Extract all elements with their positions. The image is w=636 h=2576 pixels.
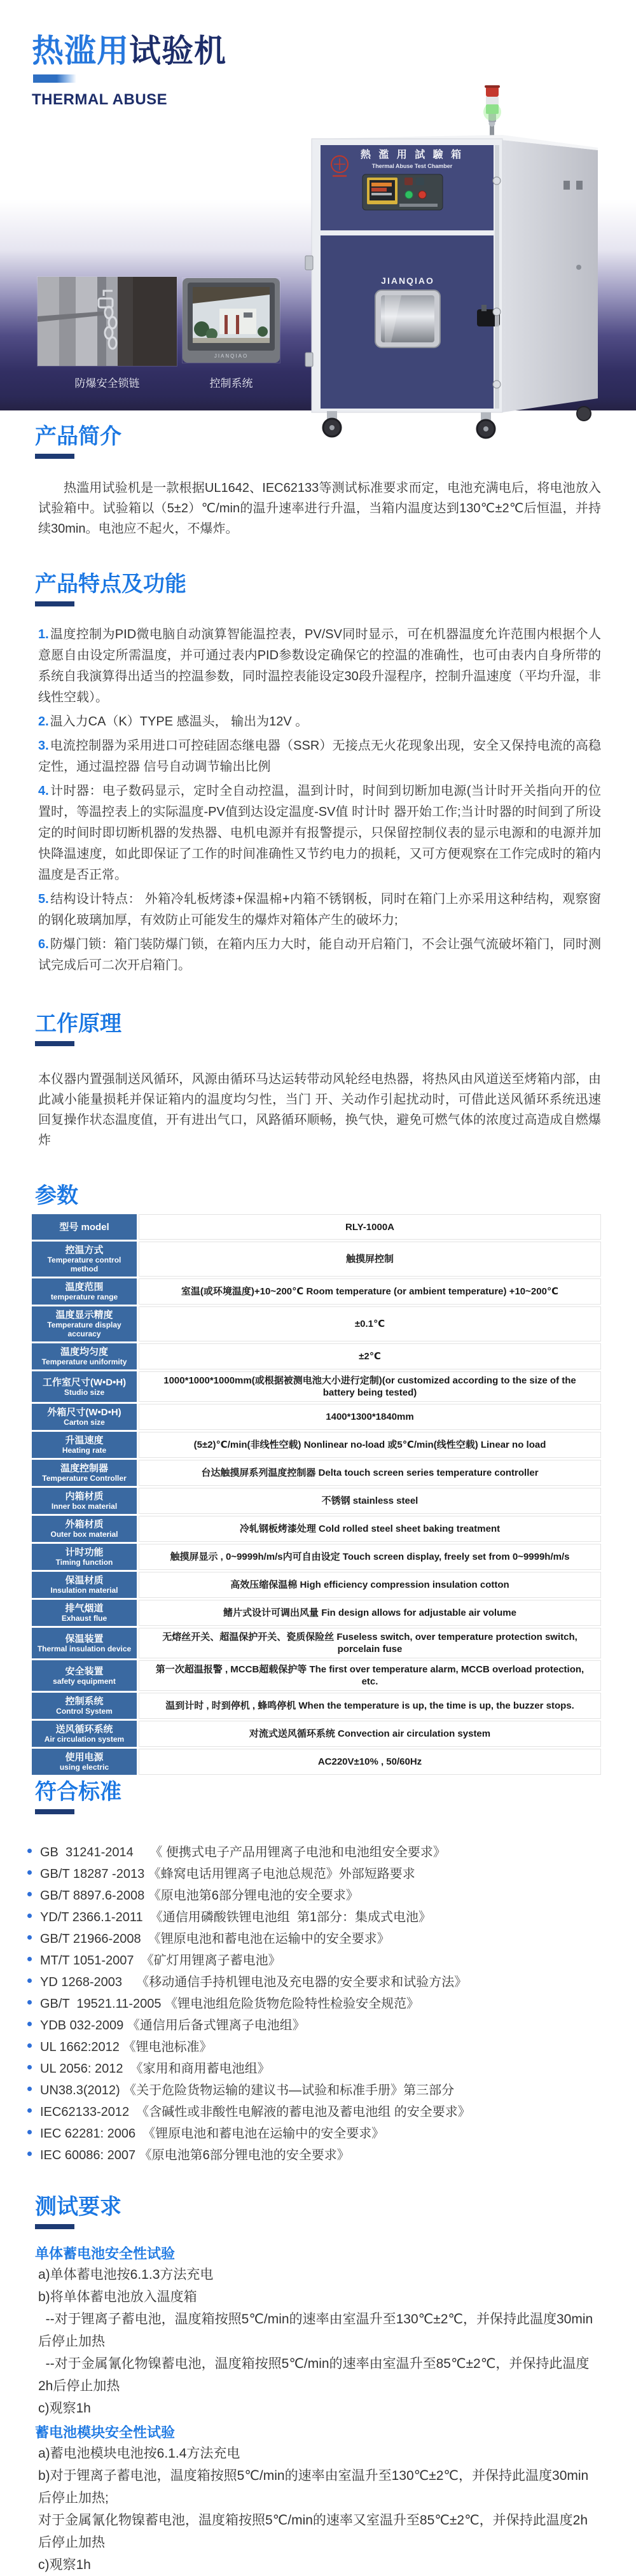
params-label-cn: 计时功能	[65, 1547, 104, 1558]
section-params	[35, 1184, 601, 1775]
params-row-value: ±0.1℃	[139, 1306, 601, 1341]
standard-text: YD/T 2366.1-2011 《通信用磷酸铁锂电池组 第1部分：集成式电池》	[40, 1910, 431, 1924]
params-row-value: 触摸屏控制	[139, 1242, 601, 1277]
viewing-window	[375, 290, 440, 347]
intro-title: 产品简介	[35, 424, 121, 449]
params-label-cn: 温度控制器	[60, 1463, 108, 1474]
feature-item	[38, 624, 601, 708]
feature-item	[38, 736, 601, 778]
params-label-cn: 升温速度	[65, 1435, 104, 1446]
params-row-value: 第一次超温报警 , MCCB超载保护等 The first over temperature alarm, MCCB overload protection, etc.	[139, 1660, 601, 1691]
inset-photo-safety-chain	[38, 277, 177, 366]
params-label-cn: 保温材质	[65, 1575, 104, 1586]
standard-item	[27, 2099, 601, 2121]
params-label-en: safety equipment	[53, 1676, 116, 1686]
params-table-row	[32, 1600, 601, 1626]
standards-title: 符合标准	[35, 1780, 121, 1804]
test-line: b)对于锂离子蓄电池，温度箱按照5℃/min的速率由室温升至130℃±2℃，并保持此温度30min后停止加热;	[38, 2468, 589, 2505]
test-line: b)将单体蓄电池放入温度箱	[38, 2290, 197, 2304]
params-table-row	[32, 1278, 601, 1305]
params-row-label	[32, 1242, 137, 1277]
standard-text: IEC 60086: 2007 《原电池第6部分锂电池的安全要求》	[40, 2148, 350, 2162]
control-panel	[363, 174, 443, 210]
test-group1-heading: 单体蓄电池安全性试验	[35, 2246, 176, 2262]
params-row-label	[32, 1306, 137, 1341]
inset-caption-safety-chain: 防爆安全锁链	[74, 377, 140, 389]
inset-caption-control-system: 控制系统	[209, 377, 253, 389]
params-row-label	[32, 1404, 137, 1430]
params-table-row	[32, 1371, 601, 1402]
principle-title: 工作原理	[35, 1012, 121, 1036]
standard-text: GB/T 19521.11-2005 《锂电池组危险货物危险特性检验安全规范》	[40, 1996, 420, 2011]
params-table-row	[32, 1693, 601, 1719]
params-row-value: 高效压缩保温棉 High efficiency compression insulation cotton	[139, 1572, 601, 1598]
params-label-cn: 温度范围	[65, 1282, 104, 1292]
params-row-value: 室温(或环境温度)+10~200℃ Room temperature (or ambient temperature) +10~200℃	[139, 1278, 601, 1305]
params-row-value: 温到计时 , 时到停机 , 蜂鸣停机 When the temperature is up, the time is up, the buzzer stops.	[139, 1693, 601, 1719]
params-row-label	[32, 1460, 137, 1486]
params-table-row	[32, 1516, 601, 1542]
params-table-row	[32, 1544, 601, 1570]
standard-item	[27, 1926, 601, 1948]
feature-text: 电流控制器为采用进口可控硅固态继电器（SSR）无接点无火花现象出现，安全又保持电流的高稳定性，通过温控器 信号自动调节输出比例	[38, 739, 601, 774]
standard-text: GB/T 18287 -2013 《蜂窝电话用锂离子电池总规范》外部短路要求	[40, 1866, 415, 1881]
bullet-dot-icon	[27, 2022, 32, 2026]
params-row-label	[32, 1214, 137, 1240]
bullet-dot-icon	[27, 2130, 32, 2134]
params-label-en: Control System	[56, 1707, 113, 1716]
principle-paragraph: 本仪器内置强制送风循环，风源由循环马达运转带动风轮经电热器，将热风由风道送至烤箱内部，由此减小能量损耗并保证箱内的温度均匀性，当门 开、关动作引起扰动时，可借此送风循环系统迅速回复操作状态温度值，开有进出气口，风路循环顺畅，换气快，避免可燃气体的浓度过高造成自燃爆炸	[38, 1072, 601, 1147]
standard-text: UL 2056: 2012 《家用和商用蓄电池组》	[40, 2061, 270, 2076]
bullet-dot-icon	[27, 2108, 32, 2113]
section-features	[35, 572, 601, 976]
params-label-en: Heating rate	[62, 1446, 107, 1455]
standard-item	[27, 2056, 601, 2078]
params-label-en: Temperature uniformity	[41, 1357, 127, 1366]
feature-item	[38, 889, 601, 931]
feature-text: 防爆门锁：箱门装防爆门锁，在箱内压力大时，能自动开启箱门，不会让强气流破坏箱门，同时测试完成后可二次开启箱门。	[38, 937, 601, 972]
params-title: 参数	[35, 1184, 78, 1208]
feature-item	[38, 711, 601, 732]
intro-paragraph: 热滥用试验机是一款根据UL1642、IEC62133等测试标准要求而定，电池充满电后，将电池放入试验箱中。试验箱以（5±2）℃/min的温升速率进行升温，当箱内温度达到130℃±2℃后恒温，并持续30min。电池应不起火，不爆炸。	[38, 481, 601, 536]
standards-list	[35, 1840, 601, 2164]
params-label-en: Inner box material	[51, 1502, 118, 1511]
params-table	[32, 1214, 601, 1775]
params-label-cn: 型号 model	[59, 1221, 109, 1233]
params-label-en: Temperature control method	[47, 1256, 121, 1273]
bullet-dot-icon	[27, 2043, 32, 2048]
feature-number: 4.	[38, 784, 49, 798]
features-title: 产品特点及功能	[35, 572, 186, 596]
params-row-value: (5±2)℃/min(非线性空载) Nonlinear no-load 或5℃/min(线性空载) Linear no load	[139, 1432, 601, 1458]
page-subtitle: THERMAL ABUSE	[32, 91, 168, 108]
params-table-row	[32, 1343, 601, 1369]
features-list	[35, 624, 601, 976]
params-row-value: 鳍片式设计可调出风量 Fin design allows for adjustable air volume	[139, 1600, 601, 1626]
params-label-cn: 外箱尺寸(W•D•H)	[47, 1407, 121, 1418]
params-row-value: 对流式送风循环系统 Convection air circulation system	[139, 1721, 601, 1747]
test-line: --对于金属氰化物镍蓄电池，温度箱按照5℃/min的速率由室温升至85℃±2℃，并保持此温度2h后停止加热	[38, 2356, 590, 2393]
standard-item	[27, 1861, 601, 1883]
bullet-dot-icon	[27, 1870, 32, 1875]
params-label-cn: 控制系统	[65, 1696, 104, 1707]
test-line: --对于锂离子蓄电池，温度箱按照5℃/min的速率由室温升至130℃±2℃，并保持此温度30min后停止加热	[38, 2312, 593, 2349]
standard-item	[27, 2078, 601, 2099]
standard-item	[27, 2143, 601, 2164]
params-label-en: temperature range	[50, 1292, 118, 1301]
params-row-label	[32, 1432, 137, 1458]
params-table-row	[32, 1432, 601, 1458]
machine-title-text: 熱 濫 用 試 驗 箱	[360, 150, 464, 160]
standard-item	[27, 2013, 601, 2034]
params-label-cn: 送风循环系统	[55, 1724, 113, 1735]
bullet-dot-icon	[27, 1935, 32, 1940]
section-test	[35, 2195, 601, 2576]
params-table-row	[32, 1628, 601, 1658]
standards-title-underline	[35, 1809, 74, 1814]
params-label-cn: 使用电源	[65, 1752, 104, 1763]
bullet-dot-icon	[27, 2152, 32, 2156]
feature-number: 5.	[38, 892, 49, 906]
params-label-en: Carton size	[64, 1418, 105, 1427]
door-brand-text: JIANQIAO	[381, 276, 434, 286]
features-title-underline	[35, 601, 74, 606]
bullet-dot-icon	[27, 1957, 32, 1961]
hero-banner	[0, 134, 636, 410]
params-row-label	[32, 1544, 137, 1570]
standard-text: GB/T 21966-2008 《锂原电池和蓄电池在运输中的安全要求》	[40, 1931, 390, 1946]
params-label-en: using electric	[59, 1763, 109, 1772]
params-label-cn: 保温装置	[65, 1633, 104, 1644]
signal-tower-icon	[483, 85, 501, 140]
params-table-row	[32, 1660, 601, 1691]
params-label-en: Timing function	[55, 1558, 113, 1567]
params-label-en: Outer box material	[50, 1530, 118, 1539]
params-row-value: AC220V±10% , 50/60Hz	[139, 1749, 601, 1775]
inset-photo-control-system	[183, 278, 280, 363]
params-row-label	[32, 1488, 137, 1514]
standard-item	[27, 1905, 601, 1926]
feature-number: 6.	[38, 937, 49, 951]
test-line: a)单体蓄电池按6.1.3方法充电	[38, 2267, 214, 2282]
params-row-value: 触摸屏显示 , 0~9999h/m/s内可自由设定 Touch screen display, freely set from 0~9999h/m/s	[139, 1544, 601, 1570]
feature-number: 3.	[38, 739, 49, 753]
params-row-value: 不锈钢 stainless steel	[139, 1488, 601, 1514]
standard-item	[27, 1991, 601, 2013]
standard-text: MT/T 1051-2007 《矿灯用锂离子蓄电池》	[40, 1953, 281, 1968]
bullet-dot-icon	[27, 1914, 32, 1918]
params-label-cn: 工作室尺寸(W•D•H)	[42, 1376, 127, 1388]
params-row-label	[32, 1343, 137, 1369]
params-row-value: 冷轧钢板烤漆处理 Cold rolled steel sheet baking treatment	[139, 1516, 601, 1542]
test-group1-lines	[35, 2264, 601, 2419]
params-row-value: 1400*1300*1840mm	[139, 1404, 601, 1430]
feature-item	[38, 934, 601, 976]
feature-text: 计时器：电子数码显示，定时全自动控温，温到计时，时间到切断加电源(当计时开关指向开的位置时，等温控表上的实际温度-PV值到达设定温度-SV值 时计时 器开始工作;当计时器的时间到了所设定的时间时即切断机器的发热器、电机电源并有报警提示，只保留控制仪表的显示电源和的电源并加快降温速度，如此即保证了工作的时间准确性又节约电力的损耗，又可方便观察在工作完成时的箱内温度是否正常。	[38, 784, 601, 882]
params-row-label	[32, 1278, 137, 1305]
standard-text: YD 1268-2003 《移动通信手持机锂电池及充电器的安全要求和试验方法》	[40, 1975, 467, 1989]
params-table-row	[32, 1306, 601, 1341]
params-row-label	[32, 1516, 137, 1542]
params-table-row	[32, 1749, 601, 1775]
params-row-value: 1000*1000*1000mm(或根据被测电池大小进行定制)(or customized according to the size of the battery being tested)	[139, 1371, 601, 1402]
params-table-row	[32, 1488, 601, 1514]
standard-item	[27, 1948, 601, 1970]
test-title: 测试要求	[35, 2195, 121, 2219]
params-label-en: Insulation material	[50, 1586, 118, 1595]
params-table-row	[32, 1460, 601, 1486]
params-label-en: Exhaust flue	[61, 1614, 107, 1623]
test-line: c)观察1h	[38, 2401, 91, 2416]
feature-text: 温度控制为PID微电脑自动演算智能温控表，PV/SV同时显示，可在机器温度允许范围内根据个人意愿自由设定所需温度，并可通过表内PID参数设定确保它的控温的准确性，也可由表内自身所带的系统自我演算得出适当的控温参数，同时温控表能设定30段升湿程序，控制升温速度（平均升湿，非线性空载）。	[38, 627, 601, 704]
standard-item	[27, 1970, 601, 1991]
params-row-label	[32, 1693, 137, 1719]
feature-text: 结构设计特点： 外箱冷轧板烤漆+保温棉+内箱不锈钢板，同时在箱门上亦采用这种结构，观察窗的钢化玻璃加厚，有效防止可能发生的爆炸对箱体产生的破坏力;	[38, 892, 601, 927]
feature-number: 1.	[38, 627, 49, 641]
params-label-en: Temperature display accuracy	[47, 1320, 121, 1338]
bullet-dot-icon	[27, 1892, 32, 1896]
params-row-label	[32, 1721, 137, 1747]
machine-photo	[304, 85, 604, 445]
standard-item	[27, 1883, 601, 1905]
standard-text: IEC62133-2012 《含碱性或非酸性电解液的蓄电池及蓄电池组 的安全要求》	[40, 2104, 471, 2119]
params-label-en: Air circulation system	[44, 1735, 125, 1744]
params-row-label	[32, 1749, 137, 1775]
standard-item	[27, 1840, 601, 1861]
params-label-cn: 温度均匀度	[60, 1347, 108, 1357]
test-line: 对于金属氰化物镍蓄电池，温度箱按照5℃/min的速率又室温升至85℃±2℃，并保持此温度2h后停止加热	[38, 2513, 588, 2550]
params-row-value: 台达触摸屏系列温度控制器 Delta touch screen series temperature controller	[139, 1460, 601, 1486]
params-label-en: Thermal insulation device	[37, 1644, 132, 1653]
bullet-dot-icon	[27, 1849, 32, 1853]
params-row-label	[32, 1628, 137, 1658]
test-group2-heading: 蓄电池模块安全性试验	[35, 2425, 176, 2440]
params-label-cn: 温度显示精度	[55, 1310, 113, 1320]
params-row-label	[32, 1572, 137, 1598]
params-label-cn: 排气烟道	[65, 1603, 104, 1614]
standard-text: UL 1662:2012 《锂电池标准》	[40, 2040, 212, 2054]
params-label-en: Temperature Controller	[42, 1474, 127, 1483]
test-title-underline	[35, 2224, 74, 2229]
params-row-label	[32, 1371, 137, 1402]
test-line: c)观察1h	[38, 2558, 91, 2572]
inset-brand-text: JIANQIAO	[214, 353, 249, 359]
page-title-highlight: 热滥用	[32, 33, 129, 69]
standard-text: YDB 032-2009 《通信用后备式锂离子电池组》	[40, 2018, 305, 2033]
params-label-en: Studio size	[64, 1387, 105, 1397]
feature-item	[38, 781, 601, 886]
bullet-dot-icon	[27, 1978, 32, 1983]
params-label-cn: 内箱材质	[65, 1491, 104, 1502]
machine-subtitle-text: Thermal Abuse Test Chamber	[371, 163, 453, 169]
test-group2-lines	[35, 2442, 601, 2576]
feature-text: 温入力CA（K）TYPE 感温头， 输出为12V 。	[50, 715, 308, 729]
machine-cabinet	[305, 135, 598, 438]
params-table-row	[32, 1572, 601, 1598]
page-title	[32, 34, 636, 67]
params-row-value: RLY-1000A	[139, 1214, 601, 1240]
params-label-cn: 安全装置	[65, 1665, 104, 1677]
standard-text: IEC 62281: 2006 《锂原电池和蓄电池在运输中的安全要求》	[40, 2126, 385, 2141]
test-line: a)蓄电池模块电池按6.1.4方法充电	[38, 2446, 240, 2461]
intro-title-underline	[35, 454, 74, 459]
params-row-label	[32, 1600, 137, 1626]
page-title-rest: 试验机	[129, 33, 226, 69]
bullet-dot-icon	[27, 2000, 32, 2005]
params-table-row	[32, 1721, 601, 1747]
params-row-value: ±2℃	[139, 1343, 601, 1369]
params-table-row	[32, 1404, 601, 1430]
standard-text: GB 31241-2014 《 便携式电子产品用锂离子电池和电池组安全要求》	[40, 1845, 446, 1859]
params-table-row	[32, 1214, 601, 1240]
standard-text: UN38.3(2012) 《关于危险货物运输的建议书—试验和标准手册》第三部分	[40, 2083, 455, 2097]
bullet-dot-icon	[27, 2087, 32, 2091]
feature-number: 2.	[38, 715, 49, 729]
params-label-cn: 控温方式	[65, 1245, 104, 1256]
standard-text: GB/T 8897.6-2008 《原电池第6部分锂电池的安全要求》	[40, 1888, 359, 1903]
section-standards	[35, 1780, 601, 2164]
standard-item	[27, 2121, 601, 2143]
params-label-cn: 外箱材质	[65, 1519, 104, 1530]
bullet-dot-icon	[27, 2065, 32, 2069]
params-table-row	[32, 1242, 601, 1277]
section-principle	[35, 1012, 601, 1151]
params-row-label	[32, 1660, 137, 1691]
principle-title-underline	[35, 1041, 74, 1046]
title-accent-bar	[33, 74, 76, 83]
standard-item	[27, 2034, 601, 2056]
params-row-value: 无熔丝开关、超温保护开关、瓷质保险丝 Fuseless switch, over temperature protection switch, porcelain fuse	[139, 1628, 601, 1658]
